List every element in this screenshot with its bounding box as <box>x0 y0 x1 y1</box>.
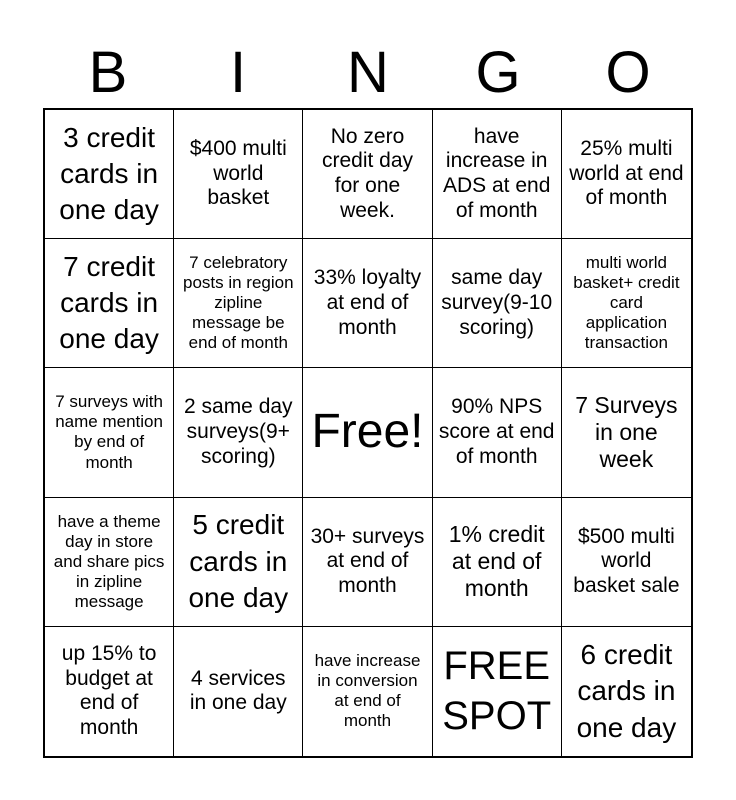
bingo-cell-2-2[interactable]: 7 celebratory posts in region zipline message be end of month <box>174 239 303 368</box>
bingo-grid <box>43 108 693 758</box>
bingo-cell-2-4[interactable]: same day survey(9-10 scoring) <box>433 239 562 368</box>
header-letter-i: I <box>229 40 247 105</box>
bingo-cell-5-1[interactable]: up 15% to budget at end of month <box>45 627 174 756</box>
bingo-cell-4-2[interactable]: 5 credit cards in one day <box>174 498 303 627</box>
header-letter-g: G <box>475 40 521 105</box>
bingo-cell-5-2[interactable]: 4 services in one day <box>174 627 303 756</box>
bingo-cell-1-5[interactable]: 25% multi world at end of month <box>562 110 691 239</box>
bingo-cell-5-5[interactable]: 6 credit cards in one day <box>576 638 677 743</box>
bingo-cell-4-1[interactable]: have a theme day in store and share pics in zipline message <box>45 498 174 627</box>
bingo-cell-1-1[interactable]: 3 credit cards in one day <box>45 110 174 239</box>
bingo-cell-1-3[interactable]: No zero credit day for one week. <box>303 110 432 239</box>
header-letter-b: B <box>88 40 128 105</box>
bingo-cell-3-5[interactable]: 7 Surveys in one week <box>562 368 691 497</box>
bingo-cell-4-5[interactable]: $500 multi world basket sale <box>562 498 691 627</box>
bingo-cell-2-3[interactable]: 33% loyalty at end of month <box>303 239 432 368</box>
bingo-cell-3-4[interactable]: 90% NPS score at end of month <box>433 368 562 497</box>
bingo-cell-4-3[interactable]: 30+ surveys at end of month <box>303 498 432 627</box>
bingo-cell-2-5[interactable]: multi world basket+ credit card application transaction <box>562 239 691 368</box>
bingo-cell-1-2[interactable]: $400 multi world basket <box>174 110 303 239</box>
free-spot-cell[interactable]: FREE SPOT <box>433 627 562 756</box>
bingo-cell-5-3[interactable]: have increase in conversion at end of month <box>303 627 432 756</box>
bingo-cell-1-4[interactable]: have increase in ADS at end of month <box>433 110 562 239</box>
bingo-cell-3-1[interactable]: 7 surveys with name mention by end of month <box>45 368 174 497</box>
bingo-cell-4-4[interactable]: 1% credit at end of month <box>433 498 562 627</box>
bingo-cell-3-2[interactable]: 2 same day surveys(9+ scoring) <box>174 368 303 497</box>
header-letter-o: O <box>605 40 651 105</box>
header-letter-n: N <box>347 40 389 105</box>
bingo-cell-2-1[interactable]: 7 credit cards in one day <box>45 239 174 368</box>
free-center-cell[interactable]: Free! <box>303 368 432 497</box>
